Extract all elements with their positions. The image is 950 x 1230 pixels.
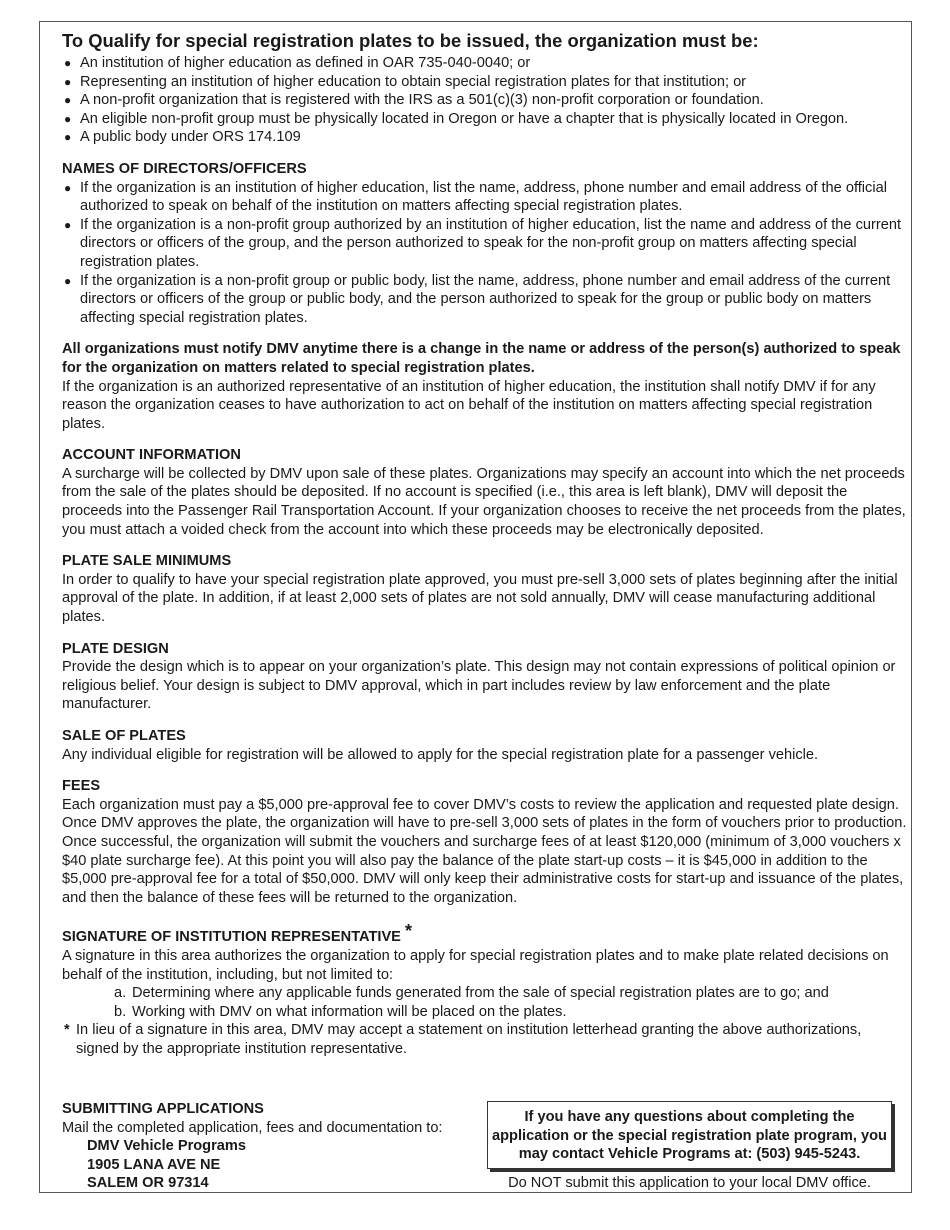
list-marker: b. bbox=[114, 1003, 127, 1020]
fees-heading: FEES bbox=[62, 778, 101, 795]
asterisk-mark: * bbox=[64, 1022, 70, 1039]
fees-text: Each organization must pay a $5,000 pre-approval fee to cover DMV’s costs to review the application and requested plate design. Once DMV approves the plate, the organization will have to pre-sell 3,000 sets of plates in the form of vouchers prior to production. Once successful, the organization will submit the vouchers and surcharge fees of at least $120,000 (minimum of 3,000 vouchers x $40 plate surcharge fee). At this point you will also pay the balance of the plate start-up costs – it is $45,000 in addition to the $5,000 pre-approval fee for a total of $50,000. DMV will only keep their administrative costs for start-up and issuance of the plates, and then the balance of these fees will be returned to the organization. bbox=[62, 796, 907, 906]
account-text: A surcharge will be collected by DMV upon sale of these plates. Organizations may specify an account into which the net proceeds from the sale of the plates should be deposited. If no account is specified (i.e., this area is left blank), DMV will deposit the proceeds into the Passenger Rail Transportation Account. If your organization chooses to receive the net proceeds from the plates, you must attach a voided check from the account into which these proceeds may be electronically deposited. bbox=[62, 465, 906, 538]
notify-statement: All organizations must notify DMV anytime there is a change in the name or address of the person(s) authorized to speak for the organization on matters related to special registration plates. bbox=[62, 341, 901, 376]
local-office-notice: Do NOT submit this application to your local DMV office. bbox=[508, 1175, 871, 1191]
asterisk-note bbox=[62, 1021, 907, 1058]
list-item bbox=[62, 984, 907, 1003]
minimums-heading: PLATE SALE MINIMUMS bbox=[62, 553, 232, 570]
address-line: SALEM OR 97314 bbox=[87, 1175, 209, 1192]
contact-text: If you have any questions about completing the application or the special registration plate program, you may contact Vehicle Programs at: (503) 945-5243. bbox=[492, 1109, 887, 1163]
submitting-text: Mail the completed application, fees and documentation to: bbox=[62, 1119, 443, 1136]
list-item: ● An institution of higher education as defined in OAR 735-040-0040; or bbox=[62, 54, 907, 73]
address-line: DMV Vehicle Programs bbox=[87, 1138, 246, 1155]
list-item-text: Working with DMV on what information will be placed on the plates. bbox=[132, 1003, 567, 1020]
list-item: ● A non-profit organization that is registered with the IRS as a 501(c)(3) non-profit corporation or foundation. bbox=[62, 91, 907, 110]
list-item: ● Representing an institution of higher education to obtain special registration plates for that institution; or bbox=[62, 73, 907, 92]
design-text: Provide the design which is to appear on your organization’s plate. This design may not contain expressions of political opinion or religious belief. Your design is subject to DMV approval, which in part includes review by law enforcement and the plate manufacturer. bbox=[62, 659, 896, 713]
submitting-heading: SUBMITTING APPLICATIONS bbox=[62, 1101, 264, 1117]
qualify-title: To Qualify for special registration plates to be issued, the organization must be: bbox=[62, 30, 759, 51]
list-item: ● An eligible non-profit group must be physically located in Oregon or have a chapter that is physically located in Oregon. bbox=[62, 110, 907, 129]
address-line: 1905 LANA AVE NE bbox=[87, 1156, 221, 1173]
submitting-section bbox=[62, 1100, 482, 1193]
list-item-text: Determining where any applicable funds generated from the sale of special registration plates are to go; and bbox=[132, 985, 829, 1002]
asterisk-note-text: In lieu of a signature in this area, DMV may accept a statement on institution letterhead granting the above authorizations, signed by the appropriate institution representative. bbox=[76, 1022, 862, 1057]
list-item: ● If the organization is a non-profit group authorized by an institution of higher education, list the name and address of the current directors or officers of the group, and the person authorized to speak for the non-profit group on matters affecting special registration plates. bbox=[62, 216, 907, 272]
list-item: ● If the organization is a non-profit group or public body, list the name, address, phone number and email address of the current directors or officers of the group or public body, and the person authorized to speak for the group or public body on matters affecting special registration plates. bbox=[62, 272, 907, 328]
list-marker: a. bbox=[114, 985, 127, 1002]
directors-heading: NAMES OF DIRECTORS/OFFICERS bbox=[62, 160, 307, 177]
qualify-list bbox=[62, 54, 907, 147]
sale-heading: SALE OF PLATES bbox=[62, 728, 186, 744]
sale-text: Any individual eligible for registration will be allowed to apply for the special registration plate for a passenger vehicle. bbox=[62, 746, 819, 763]
design-heading: PLATE DESIGN bbox=[62, 640, 169, 657]
asterisk-mark: * bbox=[404, 921, 412, 942]
directors-list bbox=[62, 179, 907, 328]
contact-box bbox=[487, 1101, 892, 1169]
minimums-text: In order to qualify to have your special registration plate approved, you must pre-sell 3,000 sets of plates beginning after the initial approval of the plate. In addition, if at least 2,000 sets of plates are not sold annually, DMV will cease manufacturing additional plates. bbox=[62, 571, 898, 626]
signature-list bbox=[62, 984, 907, 1021]
notify-text: If the organization is an authorized representative of an institution of higher education, the institution shall notify DMV if for any reason the organization ceases to have authorization to act on behalf of the institution on matters affecting special registration plates. bbox=[62, 378, 876, 432]
signature-heading bbox=[62, 922, 907, 947]
document-body bbox=[62, 30, 907, 1059]
list-item: ● If the organization is an institution of higher education, list the name, address, phone number and email address of the official authorized to speak on behalf of the institution on matters affecting special registration plates. bbox=[62, 179, 907, 216]
list-item bbox=[62, 1003, 907, 1022]
account-heading: ACCOUNT INFORMATION bbox=[62, 447, 241, 464]
signature-text: A signature in this area authorizes the organization to apply for special registration plates and to make plate related decisions on behalf of the institution, including, but not limited to: bbox=[62, 947, 889, 983]
signature-heading-label: SIGNATURE OF INSTITUTION REPRESENTATIVE bbox=[62, 929, 401, 946]
list-item: ● A public body under ORS 174.109 bbox=[62, 128, 907, 147]
